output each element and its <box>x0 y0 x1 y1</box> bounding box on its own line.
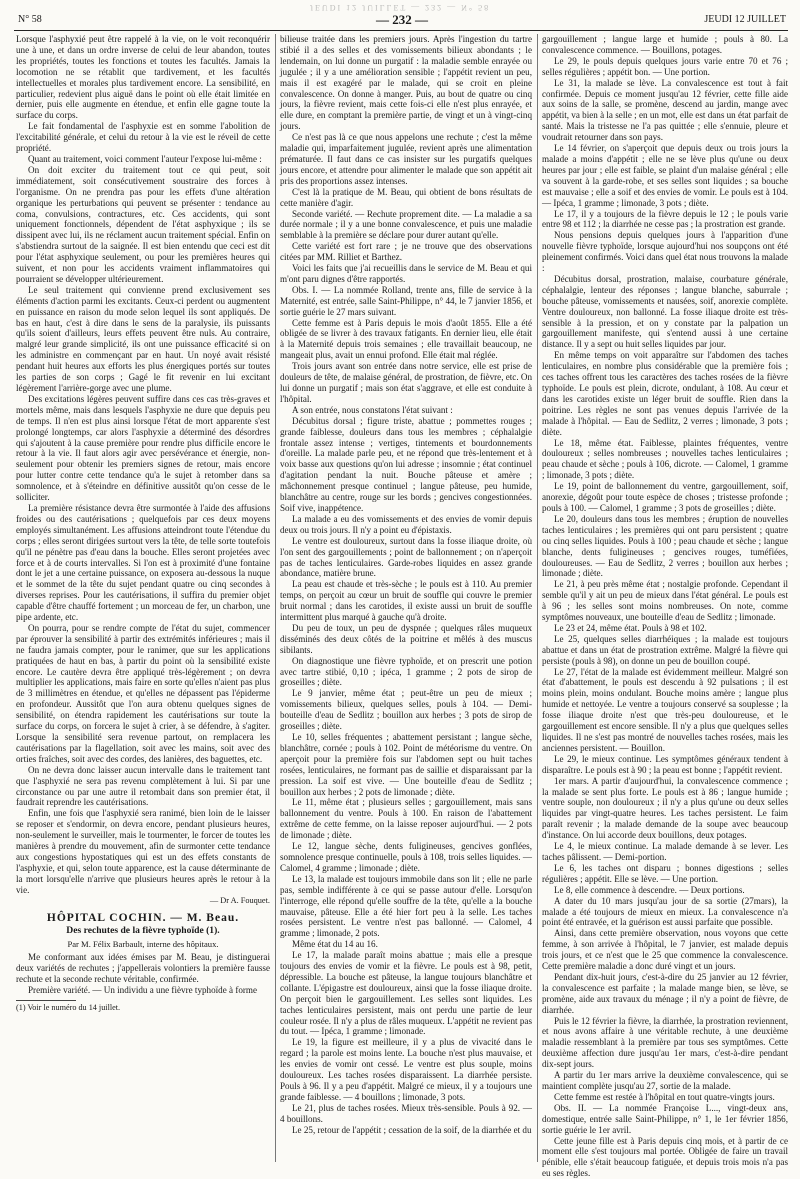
paragraph: Puis le 12 février la fièvre, la diarrhée, la prostration reviennent, et nous avons affaire à une véritable rechute, à une deuxième maladie ressemblant à la première par tous ses symptômes. Cette deuxième affection dure jusqu'au 1er mars, c'est-à-dire pendant dix-sept jours. <box>542 1015 788 1070</box>
paragraph: Quant au traitement, voici comment l'auteur l'expose lui-même : <box>28 153 262 164</box>
page-header <box>18 12 786 28</box>
article-byline: Par M. Félix Barbault, interne des hôpitaux. <box>67 939 219 950</box>
paragraph: Le 9 janvier, même état ; peut-être un peu de mieux ; vomissements bilieux, quelques selles, pouls à 104. — Demi-bouteille d'eau de Sedlitz ; bouillon aux herbes ; 3 pots de sirop de groseilles ; diète. <box>280 688 532 732</box>
paragraph: On pourra, pour se rendre compte de l'état du sujet, commencer par éprouver la sensibilité à partir des extrémités inférieures ; mais il ne faudra jamais compter, pour le ranimer, que sur les applications pratiquées de haut en bas, à partir du point où la sensibilité existe encore. Le cautère devra être appliqué très-légèrement ; on devra multiplier les applications, mais faire en sorte qu'elles n'aient pas plus de 3 millimètres en étendue, et qu'elles ne dépassent pas l'épiderme en profondeur. Aussitôt que l'on aura obtenu quelques signes de sensibilité, on étendra rapidement les cautérisations sur toute la surface du corps, on forcera le sujet à crier, à se défendre, à s'agiter. Lorsque la sensibilité sera revenue partout, on remplacera les cautérisations par la flagellation, soit avec les mains, soit avec des orties fraîches, soit avec des cordes, des lanières, des baguettes, etc. <box>16 622 270 764</box>
paragraph: Décubitus dorsal, prostration, malaise, courbature générale, céphalalgie, lenteur des réponses ; langue blanche, saburrale ; bouche pâteuse, vomissements et nausées, soif, anorexie complète. Ventre douloureux, non ballonné. La fosse iliaque droite est très-sensible à la pression, et on y constate par la palpation un gargouillement manifeste, qui s'entend aussi à une certaine distance. Il y a sept ou huit selles liquides par jour. <box>542 273 788 350</box>
paragraph: Le 12, langue sèche, dents fuligineuses, gencives gonflées, somnolence presque continuelle, pouls à 108, trois selles liquides. — Calomel, 4 gramme ; limonade ; diète. <box>280 841 532 873</box>
paragraph: La peau est chaude et très-sèche ; le pouls est à 110. Au premier temps, on perçoit au cœur un bruit de souffle qui couvre le premier bruit normal ; dans les carotides, il existe aussi un bruit de souffle intermittent plus marqué à gauche qu'à droite. <box>280 579 532 623</box>
paragraph: Voici les faits que j'ai recueillis dans le service de M. Beau et qui m'ont paru dignes d'être rapportés. <box>280 263 532 284</box>
paragraph: Le 20, douleurs dans tous les membres ; éruption de nouvelles taches lenticulaires ; les premières qui ont paru persistent ; quatre ou cinq selles liquides. Pouls à 100 ; peau chaude et sèche ; langue blanche, dents fuligineuses ; gencives rouges, tuméfiées, douloureuses. — Eau de Sedlitz, 2 verres ; bouillon aux herbes ; limonade ; diète. <box>542 513 788 579</box>
paragraph: On ne devra donc laisser aucun intervalle dans le traitement tant que l'asphyxié ne sera pas revenu complètement à lui. Si par une circonstance ou par une autre il retombait dans son premier état, il faudrait reprendre les cautérisations. <box>16 764 270 808</box>
paragraph: Le 19, point de ballonnement du ventre, gargouillement, soif, anorexie, dégoût pour toute espèce de choses ; tristesse profonde ; pouls à 100. — Calomel, 1 gramme ; 3 pots de groseilles ; diète. <box>542 481 788 513</box>
paragraph: Le 29, le pouls depuis quelques jours varie entre 70 et 76 ; selles régulières ; appétit bon. — Une portion. <box>542 55 788 77</box>
paragraph: Ainsi, dans cette première observation, nous voyons que cette femme, à son arrivée à l'hôpital, le 7 janvier, est malade depuis trois jours, et ce n'est que le 25 que commence la convalescence. Cette première maladie a donc duré vingt et un jours. <box>542 928 788 972</box>
paragraph: Le ventre est douloureux, surtout dans la fosse iliaque droite, où l'on sent des gargouillements ; point de ballonnement ; on n'aperçoit pas de taches lenticulaires. Garde-robes liquides en assez grande abondance, matière brune. <box>280 535 532 579</box>
column-3 <box>542 34 788 1179</box>
column-separator <box>275 34 276 1162</box>
author-signature: — Dr A. Fouquet. <box>209 895 270 905</box>
paragraph: Enfin, une fois que l'asphyxié sera ranimé, bien loin de le laisser se reposer et s'endormir, on devra encore, pendant plusieurs heures, non-seulement le surveiller, mais le tourmenter, le forcer de toutes les manières à prendre du mouvement, afin de surmonter cette tendance aux congestions hypostatiques qui est un des effets constants de l'asphyxie, et qui, selon toute apparence, est la cause déterminante de la mort lorsqu'elle n'arrive que plusieurs heures après le retour à la vie. <box>16 808 270 895</box>
paragraph: Le 21, à peu près même état ; nostalgie profonde. Cependant il semble qu'il y ait un peu de mieux dans l'état général. Le pouls est à 96 ; les selles sont moins nombreuses. On note, comme symptômes nouveaux, une bouteille d'eau de Sedlitz ; limonade. <box>542 579 788 623</box>
paragraph: Obs. II. — La nommée Françoise L..., vingt-deux ans, domestique, entrée salle Saint-Philippe, n° 1, le 1er février 1856, sortie guérie le 1er avril. <box>542 1102 788 1135</box>
paragraph: Le 10, selles fréquentes ; abattement persistant ; langue sèche, blanchâtre, cornée ; pouls à 102. Point de météorisme du ventre. On aperçoit pour la première fois sur l'abdomen sept ou huit taches rosées, lenticulaires, ne formant pas de saillie et disparaissant par la pression. La soif est vive. — Une bouteille d'eau de Sedlitz ; bouillon aux herbes ; 2 pots de limonade ; diète. <box>280 732 532 797</box>
page-number: — 232 — <box>376 12 428 27</box>
issue-number: N° 58 <box>18 14 42 25</box>
paragraph: Le 31, la malade se lève. La convalescence est tout à fait confirmée. Depuis ce moment jusqu'au 12 février, cette fille aide aux soins de la salle, se promène, descend au jardin, mange avec appétit, va bien à la selle ; en un mot, elle est dans un état parfait de santé. Mais la tristesse ne l'a pas quittée ; elle s'ennuie, pleure et voudrait retourner dans son pays. <box>542 77 788 143</box>
paragraph: Le 4, le mieux continue. La malade demande à se lever. Les taches pâlissent. — Demi-portion. <box>542 841 788 862</box>
paragraph: A dater du 10 mars jusqu'au jour de sa sortie (27mars), la malade a été toujours de mieux en mieux. La convalescence n'a point été entravée, et la guérison est aussi parfaite que possible. <box>542 895 788 928</box>
paragraph: Le 11, même état ; plusieurs selles ; gargouillement, mais sans ballonnement du ventre. Pouls à 100. En raison de l'abattement extrême de cette femme, on la laisse reposer aujourd'hui. — 2 pots de limonade ; diète. <box>280 797 532 841</box>
paragraph: Le 17, il y a toujours de la fièvre depuis le 12 ; le pouls varie entre 98 et 112 ; la diarrhée ne cesse pas ; la prostration est grande. <box>542 208 788 230</box>
footnote-rule <box>16 1000 76 1001</box>
paragraph: Lorsque l'asphyxié peut être rappelé à la vie, on le voit reconquérir une à une, et dans un ordre inverse de celui de leur abandon, toutes les propriétés, toutes les fonctions et toutes les facultés. Jamais la locomotion ne se rétablit que tardivement, et les facultés intellectuelles et morales plus tardivement encore. La sensibilité, en particulier, redevient plus aiguë dans le point où elle était limitée en dernier, puis elle augmente en étendue, et enfin elle gagne toute la surface du corps. <box>16 34 270 121</box>
paragraph: On diagnostique une fièvre typhoïde, et on prescrit une potion avec tartre stibié, 0,10 ; ipéca, 1 gramme ; 2 pots de sirop de groseilles ; diète. <box>280 655 532 688</box>
paragraph: Le 17, la malade paraît moins abattue ; mais elle a presque toujours des envies de vomir et la fièvre. Le pouls est à 98, petit, dépressible. La bouche est pâteuse, la langue toujours blanchâtre et collante. L'épigastre est douloureux, ainsi que la fosse iliaque droite. On perçoit bien le gargouillement. Les selles sont liquides. Les taches lenticulaires persistent, mais ont perdu une partie de leur couleur rosée. Il n'y a plus de râles muqueux. L'appétit ne revient pas du tout. — Ipéca, 1 gramme ; limonade. <box>280 950 532 1037</box>
paragraph: Cette femme est restée à l'hôpital en tout quatre-vingts jours. <box>554 1091 775 1102</box>
column-2 <box>280 34 532 1162</box>
paragraph: C'est là la pratique de M. Beau, qui obtient de bons résultats de cette manière d'agir. <box>280 186 532 208</box>
article-title: Des rechutes de la fièvre typhoïde (1). <box>66 925 220 937</box>
section-rubric: HÔPITAL COCHIN. — M. Beau. <box>46 911 240 924</box>
paragraph: 1er mars. A partir d'aujourd'hui, la convalescence commence ; la malade se sent plus forte. Le pouls est à 86 ; langue humide ; ventre souple, non douloureux ; il n'y a plus qu'une ou deux selles liquides par vingt-quatre heures. Les taches persistent. Le faim paraît revenir ; la malade demande de la soupe avec beaucoup d'instance. On lui accorde deux bouillons, deux potages. <box>542 775 788 841</box>
paragraph: Le 27, l'état de la malade est évidemment meilleur. Malgré son état d'abattement, le pouls est descendu à 92 pulsations ; il est moins plein, moins ondulant. Bouche moins amère ; langue plus humide et nettoyée. Le ventre a toujours conservé sa souplesse ; la fosse iliaque droite n'est que très-peu douloureuse, et le gargouillement est encore sensible. Il n'y a plus que quelques selles liquides. Il ne s'est pas montré de nouvelles taches rosées, mais les anciennes persistent. — Bouillon. <box>542 666 788 753</box>
paragraph: Le 19, la figure est meilleure, il y a plus de vivacité dans le regard ; la parole est moins lente. La bouche n'est plus mauvaise, et les envies de vomir ont cessé. Le ventre est plus souple, moins douloureux. Les taches rosées disparaissent. La diarrhée persiste. Pouls à 96. Il y a peu d'appétit. Malgré ce mieux, il y a toujours une grande faiblesse. — 4 bouillons ; limonade, 3 pots. <box>280 1037 532 1102</box>
footnote: (1) Voir le numéro du 14 juillet. <box>16 1002 121 1012</box>
column-separator <box>537 34 538 1162</box>
paragraph: Le 25, quelques selles diarrhéiques ; la malade est toujours abattue et dans un état de prostration extrême. Malgré la fièvre qui persiste (pouls à 98), on donne un peu de bouillon coupé. <box>542 633 788 666</box>
paragraph: Seconde variété. — Rechute proprement dite. — La maladie a sa durée normale ; il y a une bonne convalescence, et puis une maladie semblable à la première se déclare pour durer autant qu'elle. <box>280 208 532 241</box>
paragraph: Trois jours avant son entrée dans notre service, elle est prise de douleurs de tête, de malaise général, de prostration, de fièvre, etc. On lui donne un purgatif ; mais son état s'aggrave, et elle est conduite à l'hôpital. <box>280 361 532 404</box>
paragraph: A son entrée, nous constatons l'état suivant : <box>292 404 453 415</box>
paragraph: bilieuse traitée dans les premiers jours. Après l'ingestion du tartre stibié il a des selles et des vomissements bilieux abondants ; le lendemain, on lui donne un purgatif : la maladie semble enrayée ou jugulée ; il y a une amélioration sensible ; l'appétit revient un peu, mais il est exagéré par le malade, qui se croit en pleine convalescence. On donne à manger. Puis, au bout de quatre ou cinq jours, la fièvre revient, mais cette fois-ci elle n'est plus enrayée, et elle dure, en comptant la première partie, de vingt et un à vingt-cinq jours. <box>280 34 532 132</box>
paragraph: On doit exciter du traitement tout ce qui peut, soit immédiatement, soit consécutivement soustraire des forces à l'organisme. On ne prendra pas pour les effets d'une altération organique les perturbations qui peuvent se présenter : tendance au coma, convulsions, contractures, etc. Ces accidents, qui sont uniquement fonctionnels, dépendent de l'état asphyxique ; ils se dissipent avec lui, ils ne réclament aucun traitement spécial. Enfin on s'abstiendra surtout de la saignée. Il est bien entendu que ceci est dit pour l'état asphyxique seulement, ou pour les premières heures qui suivent, et non pour les accidents vraiment inflammatoires qui pourraient se développer ultérieurement. <box>16 164 270 284</box>
paragraph: Le 6, les taches ont disparu ; bonnes digestions ; selles régulières ; appétit. Elle se lève. — Une portion. <box>542 862 788 884</box>
paragraph: Nous pensions depuis quelques jours à l'apparition d'une nouvelle fièvre typhoïde, lorsque aujourd'hui nos soupçons ont été pleinement confirmés. Voici dans quel état nous trouvons la malade : <box>542 230 788 274</box>
paragraph: La malade a eu des vomissements et des envies de vomir depuis deux ou trois jours. Il n'y a point eu d'épistaxis. <box>280 513 532 535</box>
paragraph: Le fait fondamental de l'asphyxie est en somme l'abolition de l'excitabilité générale, et celui du retour à la vie est le réveil de cette propriété. <box>16 121 270 154</box>
header-rule <box>14 30 788 31</box>
paragraph: Le seul traitement qui convienne prend exclusivement ses éléments d'action parmi les excitants. Ceux-ci perdent ou augmentent en puissance en raison du mode selon lequel ils sont appliqués. De bas en haut, c'est à dire dans le sens de la paralysie, ils puissants qu'ils soient d'ailleurs, leurs effets peuvent être nuls. Au contraire, malgré leur grande simplicité, ils ont une puissance efficacité si on les administre en commençant par en haut. Un noyé avait résisté pendant huit heures aux efforts les plus énergiques portés sur toutes les parties de son corps ; Gagé le fit revenir en lui excitant légèrement l'arrière-gorge avec une plume. <box>16 284 270 393</box>
paragraph: Le 25, retour de l'appétit ; cessation de la soif, de la diarrhée et du <box>292 1124 532 1135</box>
paragraph: Obs. I. — La nommée Rolland, trente ans, fille de service à la Maternité, est entrée, salle Saint-Philippe, n° 44, le 7 janvier 1856, et sortie guérie le 27 mars suivant. <box>280 284 532 317</box>
column-1 <box>16 34 270 1162</box>
paragraph: Première variété. — Un individu a une fièvre typhoïde à forme <box>28 984 258 995</box>
paragraph: En même temps on voit apparaître sur l'abdomen des taches lenticulaires, en nombre plus considérable que la première fois ; ces taches offrent tous les caractères des taches rosées de la fièvre typhoïde. Le pouls est plein, dicrote, ondulant, à 108. Au cœur et dans les carotides existe un léger bruit de souffle. Rien dans la poitrine. Les règles ne sont pas venues depuis l'arrivée de la malade à l'hôpital. — Eau de Sedlitz, 2 verres ; limonade, 3 pots ; diète. <box>542 350 788 437</box>
paragraph: Même état du 14 au 16. <box>292 939 378 950</box>
paragraph: Décubitus dorsal ; figure triste, abattue ; pommettes rouges ; grande faiblesse, douleurs dans tous les membres ; céphalalgie frontale assez intense ; vertiges, tintements et bourdonnements d'oreille. La malade parle peu, et ne répond que très-lentement et à voix basse aux questions qu'on lui adresse ; insomnie ; état continuel d'agitation pendant la nuit. Bouche pâteuse et amère ; mâchonnement presque continuel ; langue pâteuse, peu humide, blanchâtre au centre, rouge sur les bords ; gencives congestionnées. Soif vive, inappétence. <box>280 415 532 513</box>
paragraph: Le 23 et 24, même état. Pouls à 98 et 102. <box>554 622 707 633</box>
paragraph: Le 18, même état. Faiblesse, plaintes fréquentes, ventre douloureux ; selles nombreuses ; nouvelles taches lenticulaires ; peau chaude et sèche ; pouls à 106, dicrote. — Calomel, 1 gramme ; limonade, 3 pots ; diète. <box>542 437 788 481</box>
paragraph: Cette jeune fille est à Paris depuis cinq mois, et à partir de ce moment elle s'est toujours mal portée. Obligée de faire un travail pénible, elle s'était beaucoup fatiguée, et depuis trois mois n'a pas eu ses règles. <box>542 1135 788 1179</box>
paragraph: Cette femme est à Paris depuis le mois d'août 1855. Elle a été obligée de se livrer à des travaux fatigants. En dernier lieu, elle était à la Maternité depuis trois semaines ; elle travaillait beaucoup, ne mangeait plus, avait un ennui profond. Elle était mal réglée. <box>280 317 532 361</box>
paragraph: Ce n'est pas là ce que nous appelons une rechute ; c'est la même maladie qui, imparfaitement jugulée, revient après une alimentation prématurée. Il faut dans ce cas insister sur les purgatifs quelques jours encore, et attendre pour alimenter le malade que son appétit ait pris des proportions assez intenses. <box>280 132 532 186</box>
paragraph: Cette variété est fort rare ; je ne trouve que des observations citées par MM. Rilliet et Barthez. <box>280 241 532 263</box>
paragraph: Du peu de toux, un peu de dyspnée ; quelques râles muqueux disséminés des deux côtés de la poitrine et mêlés à des muscus sibilants. <box>280 622 532 655</box>
paragraph: Le 8, elle commence à descendre. — Deux portions. <box>554 884 745 895</box>
paragraph: Le 29, le mieux continue. Les symptômes généraux tendent à disparaître. Le pouls est à 90 ; la peau est bonne ; l'appétit revient. <box>542 753 788 775</box>
paragraph: Le 14 février, on s'aperçoit que depuis deux ou trois jours la malade a moins d'appétit ; elle ne se lève plus qu'une ou deux heures par jour ; elle est faible, se plaint d'un malaise général ; elle va souvent à la garde-robe, et ses selles sont liquides ; sa bouche est mauvaise ; elle a soif et des envies de vomir. Le pouls est à 104. — Ipéca, 1 gramme ; limonade, 3 pots ; diète. <box>542 143 788 208</box>
paragraph: Pendant dix-huit jours, c'est-à-dire du 25 janvier au 12 février, la convalescence est parfaite ; la malade mange bien, se lève, se promène, aide aux travaux du ménage ; il n'y a point de fièvre, de diarrhée. <box>542 971 788 1015</box>
paragraph: Me conformant aux idées émises par M. Beau, je distinguerai deux variétés de rechutes ; j'appellerais volontiers la première fausse rechute et la seconde rechute véritable, confirmée. <box>16 952 270 985</box>
paragraph: Le 21, plus de taches rosées. Mieux très-sensible. Pouls à 92. — 4 bouillons. <box>280 1102 532 1124</box>
paragraph: La première résistance devra être surmontée à l'aide des affusions froides ou des cautérisations ; quelquefois par ces deux moyens employés simultanément. Les affusions atteindront toute l'étendue du corps ; elles seront dirigées surtout vers la tête, de telle sorte toutefois qu'il ne pénètre pas d'eau dans la bouche. Elles seront projetées avec force et à de courts intervalles. Si l'on est à proximité d'une fontaine dont le jet a une certaine puissance, on exposera au-dessous la nuque et le sommet de la tête du sujet pendant quatre ou cinq secondes à diverses reprises. Pour les cautérisations, il suffira du premier objet capable d'être chauffé fortement ; un morceau de fer, un charbon, une pipe ardente, etc. <box>16 502 270 623</box>
show-through-text: JEUDI 12 JUILLET — 232 — N° 58 <box>309 3 491 12</box>
paragraph: Des excitations légères peuvent suffire dans ces cas très-graves et mortels même, mais dans lesquels l'asphyxie ne dure que depuis peu de temps. Il n'en est plus ainsi lorsque l'état de mort apparente s'est prolongé longtemps, car alors l'asphyxie a déterminé des désordres qui s'ajoutent à la cause première pour rendre plus difficile encore le retour à la vie. Il faut alors agir avec persévérance et énergie, non-seulement pour obtenir les premiers signes de retour, mais encore pour lutter contre cette tendance qu'a le sujet à retomber dans sa somnolence, et à s'éteindre en définitive aussitôt qu'on cesse de le solliciter. <box>16 393 270 503</box>
issue-date: JEUDI 12 JUILLET <box>704 14 786 25</box>
paragraph: gargouillement ; langue large et humide ; pouls à 80. La convalescence commence. — Bouillons, potages. <box>542 34 788 55</box>
paragraph: Le 13, la malade est toujours immobile dans son lit ; elle ne parle pas, semble indifférente à ce qui se passe autour d'elle. Lorsqu'on l'interroge, elle répond qu'elle souffre de la tête, qu'elle a la bouche mauvaise, pâteuse. Elle a été hier fort peu à la selle. Les taches rosées persistent. Le ventre n'est pas ballonné. — Calomel, 4 gramme ; limonade, 2 pots. <box>280 873 532 939</box>
paragraph: A partir du 1er mars arrive la deuxième convalescence, qui se maintient complète jusqu'au 27, sortie de la malade. <box>542 1070 788 1091</box>
